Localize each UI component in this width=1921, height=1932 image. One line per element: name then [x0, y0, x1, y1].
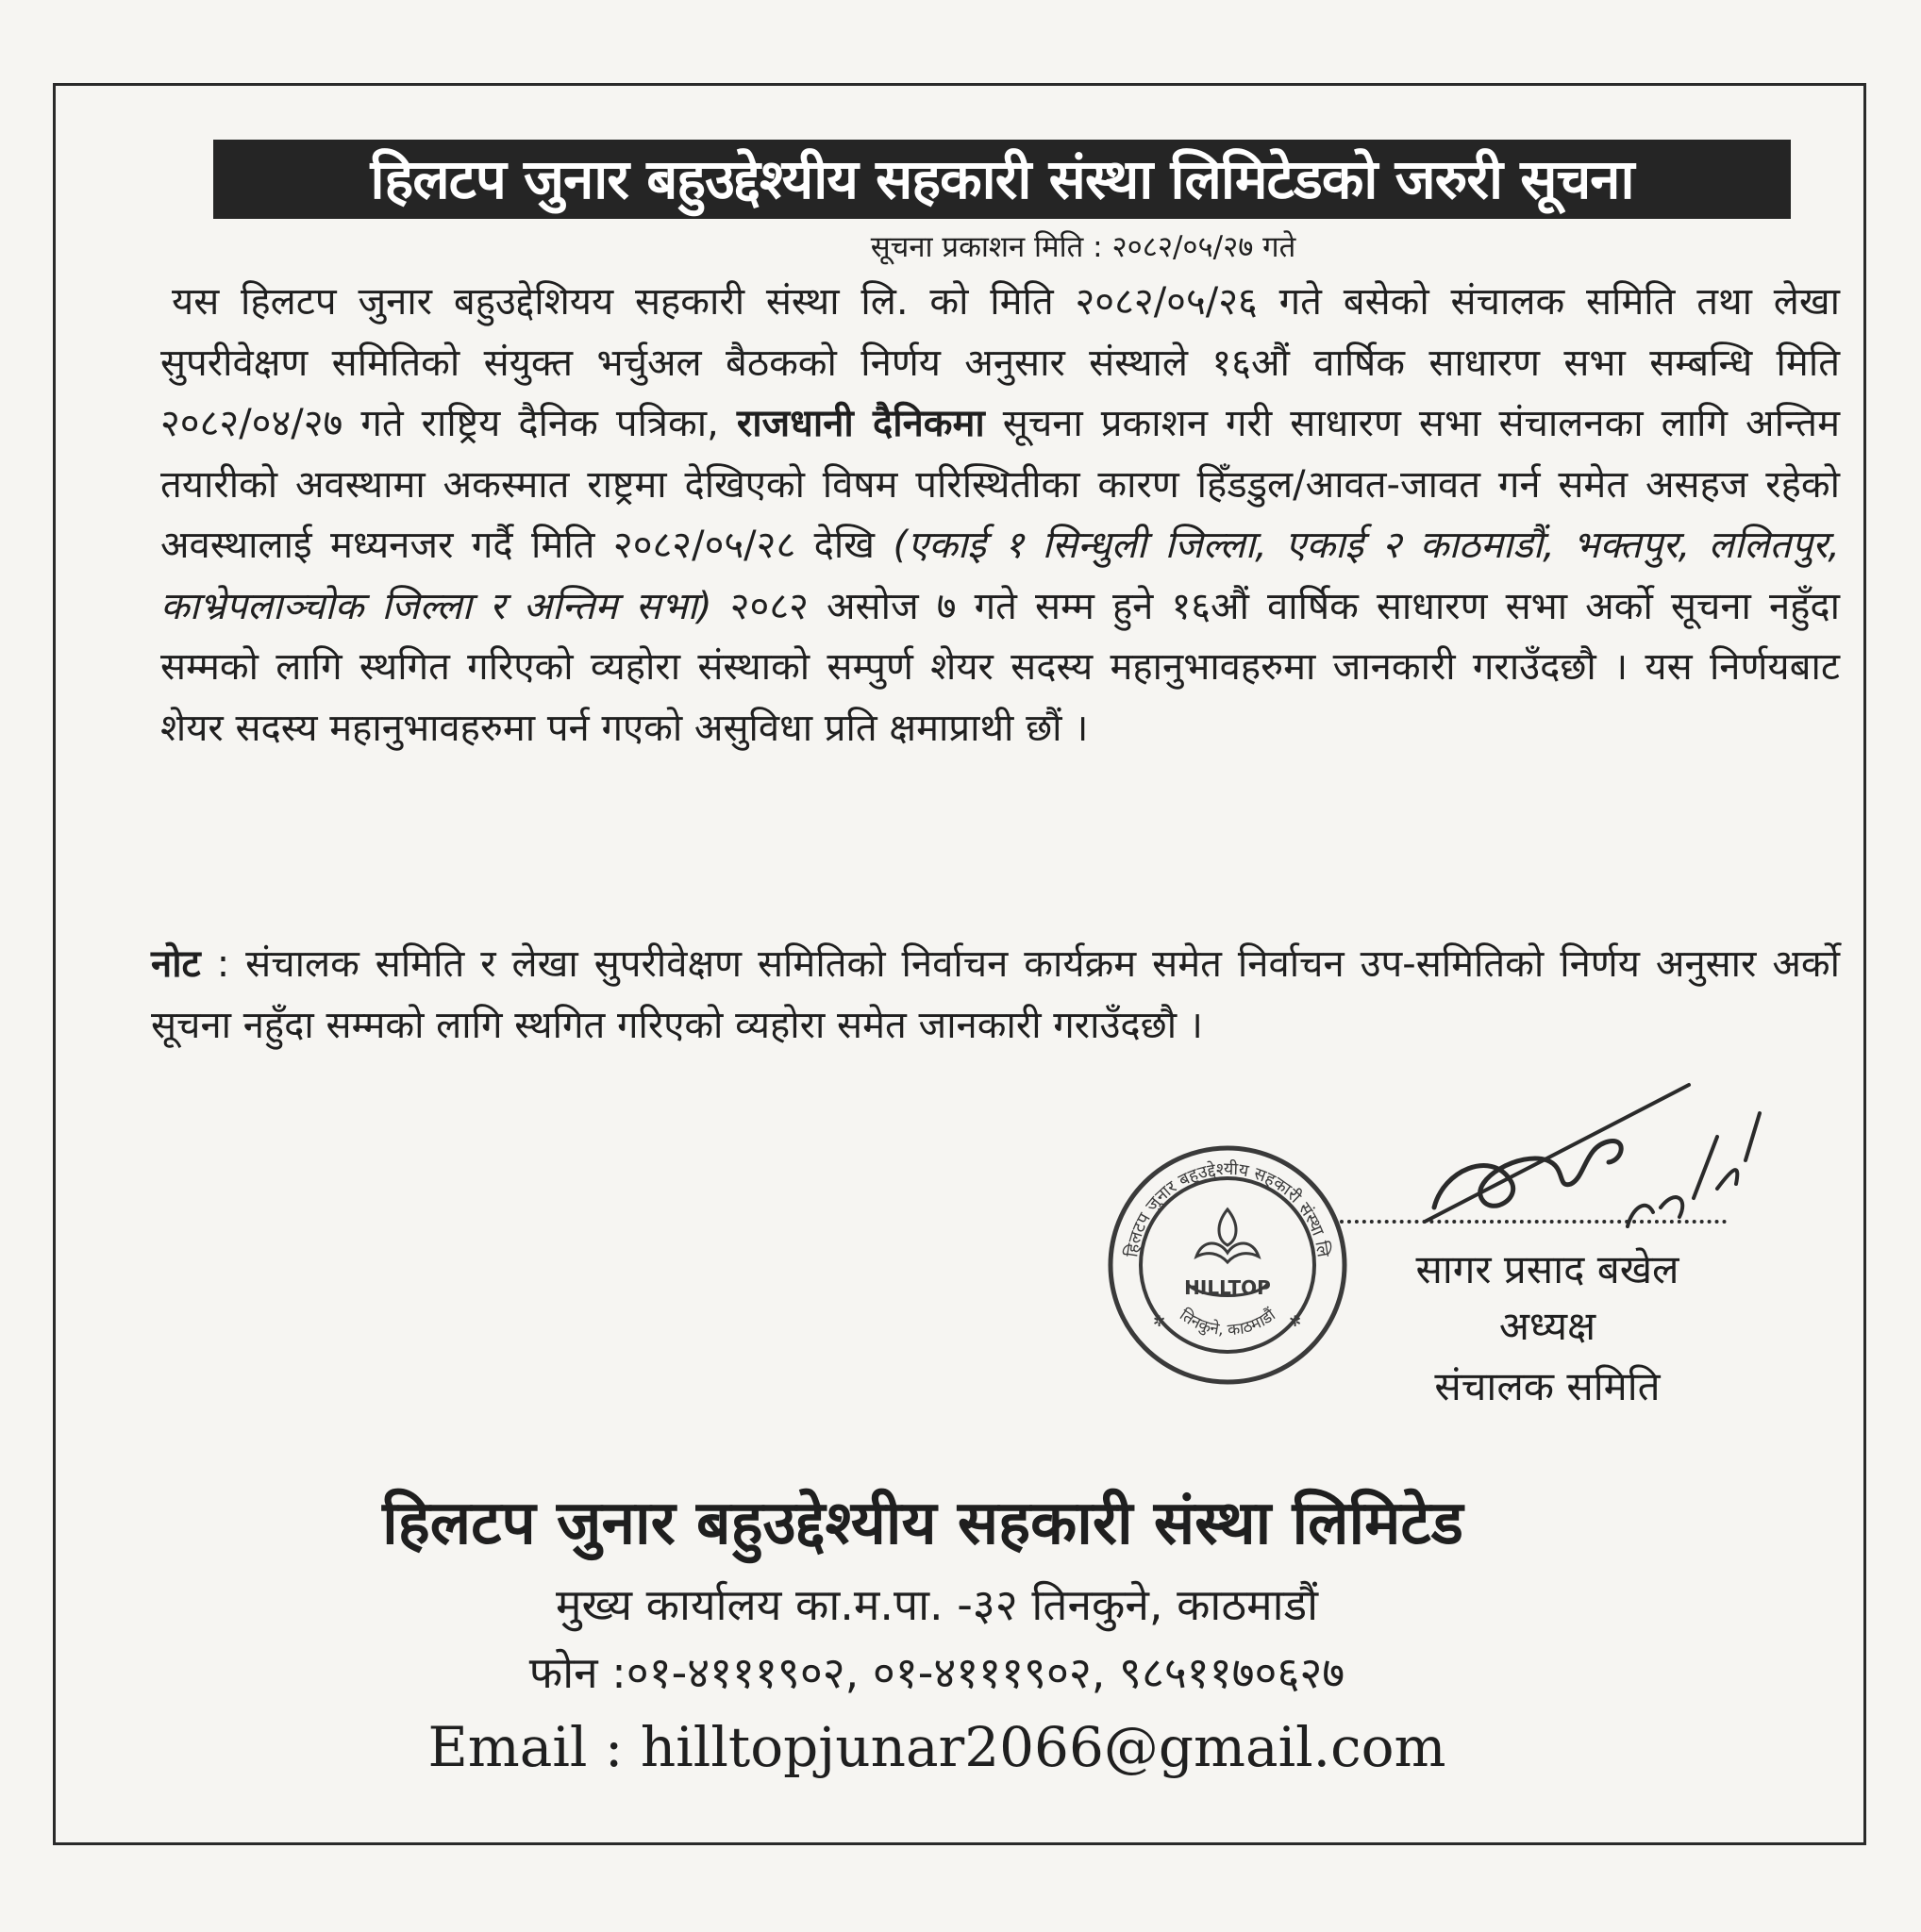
footer-organization-name: हिलटप जुनार बहुउद्देश्यीय सहकारी संस्था लिमिटेड [382, 1489, 1463, 1558]
footer-email: Email : hilltopjunar2066@gmail.com [427, 1715, 1446, 1779]
body-paragraph-part: २०८२ असोज ७ गते सम्म हुने १६औं वार्षिक साधारण सभा अर्को सूचना नहुँदा सम्मको लागि स्थगित गरिएको व्यहोरा संस्थाको सम्पुर्ण शेयर सदस्य महानुभावहरुमा जानकारी गराउँदछौ । यस निर्णयबाट शेयर सदस्य महानुभावहरुमा पर्न गएको असुविधा प्रति क्षमाप्राथी छौं । [160, 584, 1840, 750]
notice-note [151, 934, 1840, 1056]
signatory-name: सागर प्रसाद बखेल [1415, 1246, 1679, 1292]
seal-top-text: हिलटप जुनार बहुउद्देश्यीय सहकारी संस्था लि [1122, 1158, 1333, 1259]
notice-body [160, 272, 1840, 758]
note-text: : संचालक समिति र लेखा सुपरीवेक्षण समितिको निर्वाचन कार्यक्रम समेत निर्वाचन उप-समितिको निर्णय अनुसार अर्को सूचना नहुँदा सम्मको लागि स्थगित गरिएको व्यहोरा समेत जानकारी गराउँदछौ । [151, 942, 1841, 1047]
notice-title: हिलटप जुनार बहुउद्देश्यीय सहकारी संस्था लिमिटेडको जरुरी सूचना [213, 140, 1791, 219]
footer-office-address: मुख्य कार्यालय का.म.पा. -३२ तिनकुने, काठमाडौं [555, 1579, 1319, 1630]
signatory-role: अध्यक्ष [1498, 1303, 1596, 1349]
svg-text:✲: ✲ [1289, 1312, 1302, 1330]
publication-date: सूचना प्रकाशन मिति : २०८२/०५/२७ गते [870, 230, 1296, 264]
seal-logo-text: HILLTOP [1184, 1276, 1271, 1299]
note-label: नोट [151, 942, 201, 986]
body-paragraph-part: सूचना प्रकाशन गरी साधारण सभा संचालनका लागि अन्तिम तयारीको अवस्थामा अकस्मात राष्ट्रमा देखिएको विषम परिस्थितीका कारण हिँडडुल/आवत-जावत गर्न समेत असहज रहेको अवस्थालाई मध्यनजर गर्दै मिति २०८२/०५/२८ देखि [160, 402, 1840, 567]
signature-dotted-line [1340, 1220, 1727, 1224]
seal-bottom-text: तिनकुने, काठमाडौं [1176, 1306, 1279, 1341]
handwritten-signature [1406, 1057, 1764, 1264]
body-units-italic: (एकाई १ सिन्धुली जिल्ला, एकाई २ काठमाडौं, भक्तपुर, ललितपुर, काभ्रेपलाञ्चोक जिल्ला र अन्तिम सभा) [160, 524, 1841, 628]
cooperative-seal-stamp [1104, 1141, 1351, 1389]
signatory-committee: संचालक समिति [1434, 1363, 1661, 1409]
svg-text:तिनकुने, काठमाडौं [1176, 1305, 1279, 1341]
newspaper-name: राजधानी दैनिकमा [736, 402, 985, 445]
svg-text:✲: ✲ [1153, 1312, 1166, 1330]
footer-phone: फोन :०१-४१११९०२, ०१-४१११९०२, ९८५११७०६२७ [528, 1647, 1345, 1698]
body-paragraph-part: यस हिलटप जुनार बहुउद्देशियय सहकारी संस्था लि. को मिति २०८२/०५/२६ गते बसेको संचालक समिति तथा लेखा सुपरीवेक्षण समितिको संयुक्त भर्चुअल बैठकको निर्णय अनुसार संस्थाले १६औं वार्षिक साधारण सभा सम्बन्धि मिति २०८२/०४/२७ गते राष्ट्रिय दैनिक पत्रिका, [160, 280, 1840, 445]
